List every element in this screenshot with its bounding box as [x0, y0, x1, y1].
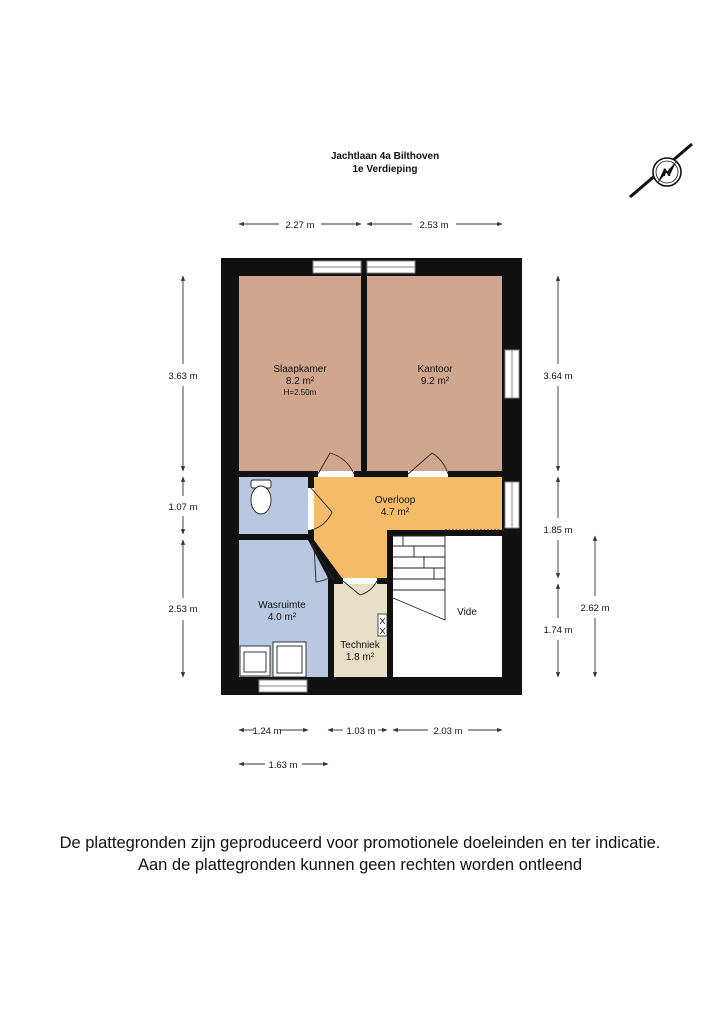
plan-floor: 1e Verdieping	[352, 164, 418, 175]
dim-bottom-1: 1.24 m	[252, 726, 282, 737]
room-label-techniek: Techniek	[340, 640, 380, 651]
dryer-icon	[273, 642, 306, 677]
room-area-slaapkamer: 8.2 m²	[285, 376, 315, 387]
room-label-overloop: Overloop	[374, 495, 416, 506]
room-label-kantoor: Kantoor	[417, 364, 453, 375]
room-area-overloop: 4.7 m²	[380, 507, 410, 518]
dim-left-mid: 1.07 m	[168, 502, 198, 513]
room-area-wasruimte: 4.0 m²	[267, 612, 297, 623]
dim-right-bottom: 1.74 m	[543, 625, 573, 636]
plan-address: Jachtlaan 4a Bilthoven	[330, 151, 440, 162]
room-area-kantoor: 9.2 m²	[420, 376, 450, 387]
room-label-vide: Vide	[457, 607, 477, 618]
dim-right-outer: 2.62 m	[580, 603, 610, 614]
compass-letter: N	[663, 167, 671, 179]
washing-machine-icon	[240, 646, 270, 676]
room-label-slaapkamer: Slaapkamer	[273, 364, 327, 375]
dim-top-left: 2.27 m	[285, 220, 315, 231]
dim-bottom-2: 1.03 m	[346, 726, 376, 737]
room-area-techniek: 1.8 m²	[345, 652, 375, 663]
dim-right-top: 3.64 m	[543, 371, 573, 382]
north-compass-icon	[630, 144, 692, 197]
dim-bottom-lower: 1.63 m	[268, 760, 298, 771]
dim-top-right: 2.53 m	[419, 220, 449, 231]
dim-bottom-3: 2.03 m	[433, 726, 463, 737]
boiler-icon	[378, 614, 387, 636]
disclaimer-line-2: Aan de plattegronden kunnen geen rechten worden ontleend	[137, 856, 583, 874]
room-label-wasruimte: Wasruimte	[258, 600, 306, 611]
toilet-icon	[251, 480, 271, 514]
room-toilet	[239, 477, 308, 534]
dim-right-mid: 1.85 m	[543, 525, 573, 536]
dim-left-bottom: 2.53 m	[168, 604, 198, 615]
disclaimer-line-1: De plattegronden zijn geproduceerd voor promotionele doeleinden en ter indicatie.	[59, 834, 661, 852]
room-height-slaapkamer: H=2.50m	[283, 388, 317, 397]
dim-left-top: 3.63 m	[168, 371, 198, 382]
